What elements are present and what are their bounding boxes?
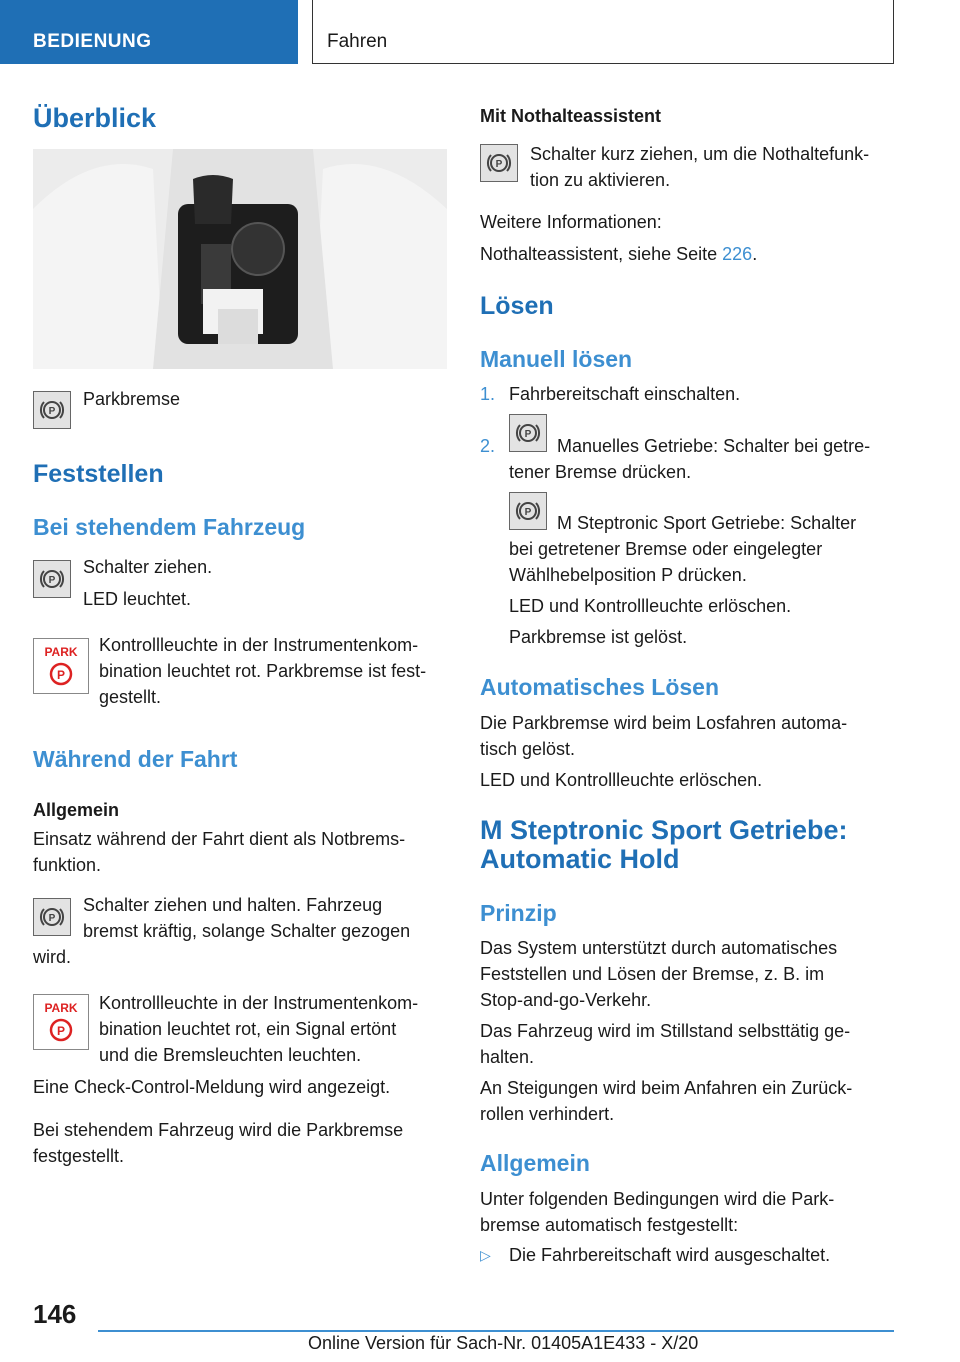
text-checkcontrol: Eine Check-Control-Meldung wird angezeigt.: [33, 1077, 391, 1097]
parking-brake-icon: [480, 144, 518, 182]
text-siehe: Nothalteassistent, siehe Seite 226.: [480, 244, 758, 264]
step2-text-c2: bei getretener Bremse oder eingelegter: [509, 539, 823, 559]
text-prinzip: Das System unterstützt durch automatisches Feststellen und Lösen der Bremse, z. B. im Stop-and-go-Verkehr.: [480, 938, 838, 1010]
text-auto-loesen: Die Parkbremse wird beim Losfahren automa- tisch gelöst.: [480, 713, 848, 759]
bullet-triangle-icon: ▷: [480, 1247, 491, 1263]
heading-loesen: Lösen: [480, 292, 554, 320]
svg-text:P: P: [524, 429, 532, 440]
park-warning-icon: [33, 638, 89, 694]
text-prinzip-3: An Steigungen wird beim Anfahren ein Zurück- rollen verhindert.: [480, 1078, 853, 1124]
link-page-226[interactable]: 226: [722, 244, 753, 264]
park-icon-text: PARK: [44, 1001, 78, 1015]
svg-text:P: P: [56, 668, 66, 682]
step2-number: 2.: [480, 436, 496, 456]
step2-text-d: LED und Kontrollleuchte erlöschen.: [509, 596, 792, 616]
step1-number: 1.: [480, 384, 496, 404]
svg-text:P: P: [524, 507, 532, 518]
svg-text:P: P: [48, 406, 56, 417]
text-kontroll1: Kontrollleuchte in der Instrumentenkom- bination leuchtet rot. Parkbremse ist fest- gestellt.: [99, 635, 427, 707]
heading-allgemein-right: Allgemein: [480, 1150, 590, 1176]
step2-text-b: tener Bremse drücken.: [509, 462, 692, 482]
heading-ueberblick: Überblick: [33, 103, 157, 133]
step2-text-e: Parkbremse ist gelöst.: [509, 627, 688, 647]
text-auto-led: LED und Kontrollleuchte erlöschen.: [480, 770, 763, 790]
text-schalter-ziehen: Schalter ziehen.: [83, 557, 213, 577]
text-nothalt: Schalter kurz ziehen, um die Nothaltefunk- tion zu aktivieren.: [530, 144, 870, 190]
step2-text-a: Manuelles Getriebe: Schalter bei getre-: [557, 436, 871, 456]
park-warning-icon: [33, 994, 89, 1050]
parking-brake-icon: [509, 414, 547, 452]
heading-msteptronic: M Steptronic Sport Getriebe: Automatic Hold: [480, 815, 848, 874]
text-einsatz: Einsatz während der Fahrt dient als Notbrems- funktion.: [33, 829, 406, 875]
parking-brake-icon: [509, 492, 547, 530]
svg-text:P: P: [495, 159, 503, 170]
svg-text:P: P: [48, 575, 56, 586]
text-prinzip-2: Das Fahrzeug wird im Stillstand selbsttätig ge- halten.: [480, 1021, 851, 1067]
text-schalter-halten-2: bremst kräftig, solange Schalter gezogen: [83, 921, 411, 941]
heading-bei-stehendem: Bei stehendem Fahrzeug: [33, 514, 306, 540]
text-allgemein-right: Unter folgenden Bedingungen wird die Park- bremse automatisch festgestellt:: [480, 1189, 835, 1235]
step2-text-c3: Wählhebelposition P drücken.: [509, 565, 747, 585]
header-section-tab: BEDIENUNG: [0, 0, 298, 64]
bullet-item-1: Die Fahrbereitschaft wird ausgeschaltet.: [509, 1245, 831, 1265]
heading-nothalt: Mit Nothalteassistent: [480, 106, 662, 126]
header-chapter-title: Fahren: [312, 0, 894, 64]
text-kontroll2: Kontrollleuchte in der Instrumentenkom- bination leuchtet rot, ein Signal ertönt und die Bremsleuchten leuchten.: [99, 993, 419, 1065]
parking-brake-icon: [33, 560, 71, 598]
heading-prinzip: Prinzip: [480, 900, 557, 926]
text-schalter-halten-1: Schalter ziehen und halten. Fahrzeug: [83, 895, 383, 915]
heading-waehrend: Während der Fahrt: [33, 746, 238, 772]
gear-console-photo: [33, 149, 447, 369]
svg-text:P: P: [56, 1024, 66, 1038]
text-led-leuchtet: LED leuchtet.: [83, 589, 192, 609]
text-weitere: Weitere Informationen:: [480, 212, 662, 232]
footer-online-version: Online Version für Sach-Nr. 01405A1E433 - X/20: [308, 1333, 699, 1353]
heading-auto-loesen: Automatisches Lösen: [480, 674, 719, 700]
heading-manuell: Manuell lösen: [480, 346, 633, 372]
parkbremse-label: Parkbremse: [83, 389, 181, 409]
text-schalter-halten-3: wird.: [33, 947, 72, 967]
text-stehend-fest: Bei stehendem Fahrzeug wird die Parkbremse festgestellt.: [33, 1120, 404, 1166]
heading-allgemein-left: Allgemein: [33, 800, 120, 820]
step2-text-c1: M Steptronic Sport Getriebe: Schalter: [557, 513, 857, 533]
park-icon-text: PARK: [44, 645, 78, 659]
parking-brake-icon: [33, 391, 71, 429]
svg-text:P: P: [48, 913, 56, 924]
page-number: 146: [33, 1299, 77, 1329]
heading-feststellen: Feststellen: [33, 460, 164, 488]
step1-text: Fahrbereitschaft einschalten.: [509, 384, 741, 404]
footer-divider: [98, 1330, 894, 1332]
parking-brake-icon: [33, 898, 71, 936]
